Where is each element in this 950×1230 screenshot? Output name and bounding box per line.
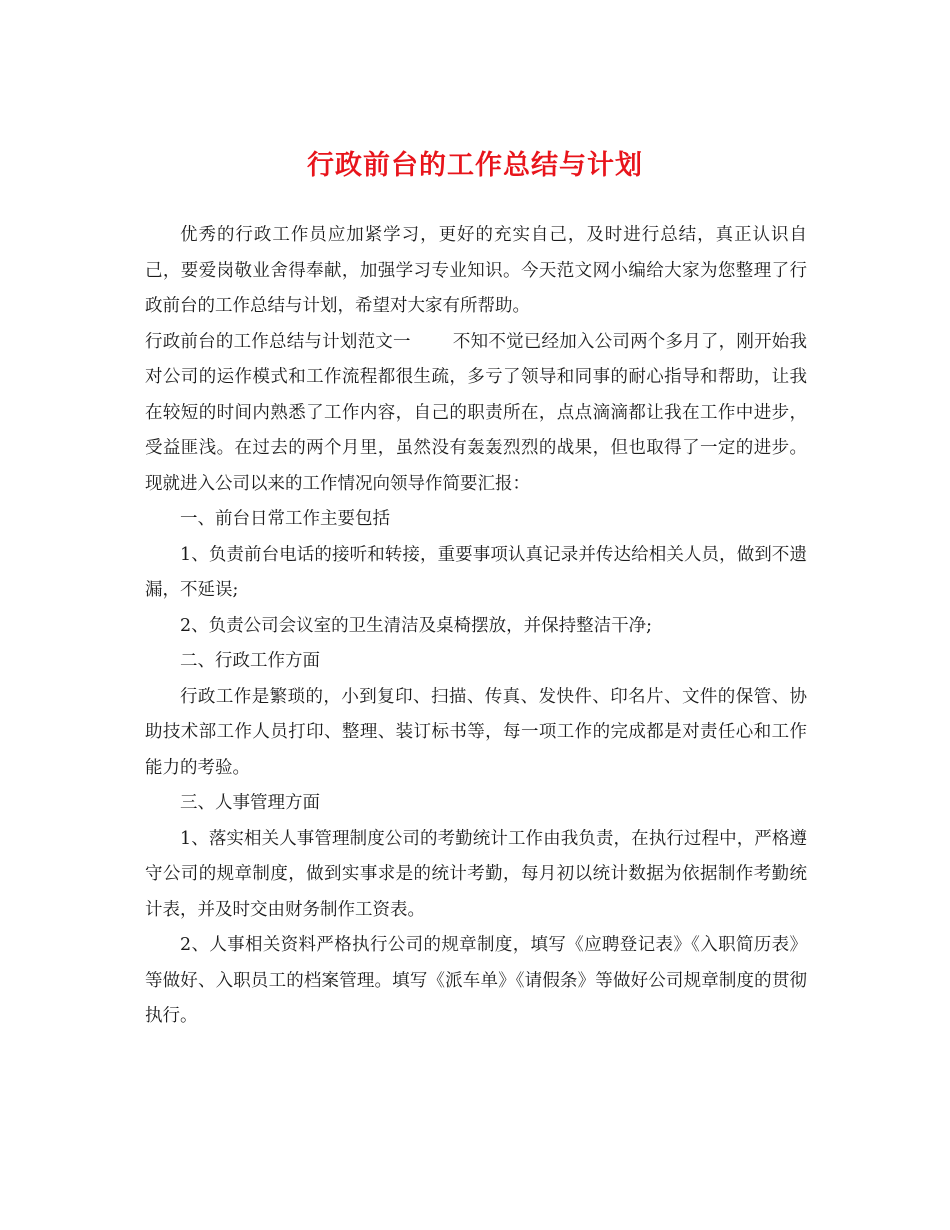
document-body [145,218,807,1035]
sample-heading: 行政前台的工作总结与计划范文一 [145,331,411,352]
section-heading-hr: 三、人事管理方面 [180,793,320,813]
section-heading-admin: 二、行政工作方面 [180,651,320,671]
list-item: 2、负责公司会议室的卫生清洁及桌椅摆放，并保持整洁干净; [180,615,653,636]
sample-paragraph [145,325,807,503]
intro-paragraph: 优秀的行政工作员应加紧学习，更好的充实自己，及时进行总结，真正认识自己，要爱岗敬业舍得奉献，加强学习专业知识。今天范文网小编给大家为您整理了行政前台的工作总结与计划，希望对大家有所帮助。 [145,225,807,316]
document-title: 行政前台的工作总结与计划 [307,150,643,181]
section-heading-front-desk: 一、前台日常工作主要包括 [180,509,390,529]
sample-text: 不知不觉已经加入公司两个多月了，刚开始我对公司的运作模式和工作流程都很生疏，多亏了领导和同事的耐心指导和帮助，让我在较短的时间内熟悉了工作内容，自己的职责所在，点点滴滴都让我在工作中进步，受益匪浅。在过去的两个月里，虽然没有轰轰烈烈的战果，但也取得了一定的进步。现就进入公司以来的工作情况向领导作简要汇报： [145,331,808,494]
admin-paragraph: 行政工作是繁琐的，小到复印、扫描、传真、发快件、印名片、文件的保管、协助技术部工作人员打印、整理、装订标书等，每一项工作的完成都是对责任心和工作能力的考验。 [145,686,807,778]
list-item: 2、人事相关资料严格执行公司的规章制度，填写《应聘登记表》《入职简历表》等做好、入职员工的档案管理。填写《派车单》《请假条》等做好公司规章制度的贯彻执行。 [145,935,807,1026]
list-item: 1、负责前台电话的接听和转接，重要事项认真记录并传达给相关人员，做到不遗漏，不延误; [145,544,807,600]
list-item: 1、落实相关人事管理制度公司的考勤统计工作由我负责，在执行过程中，严格遵守公司的规章制度，做到实事求是的统计考勤，每月初以统计数据为依据制作考勤统计表，并及时交由财务制作工资表。 [145,828,807,920]
